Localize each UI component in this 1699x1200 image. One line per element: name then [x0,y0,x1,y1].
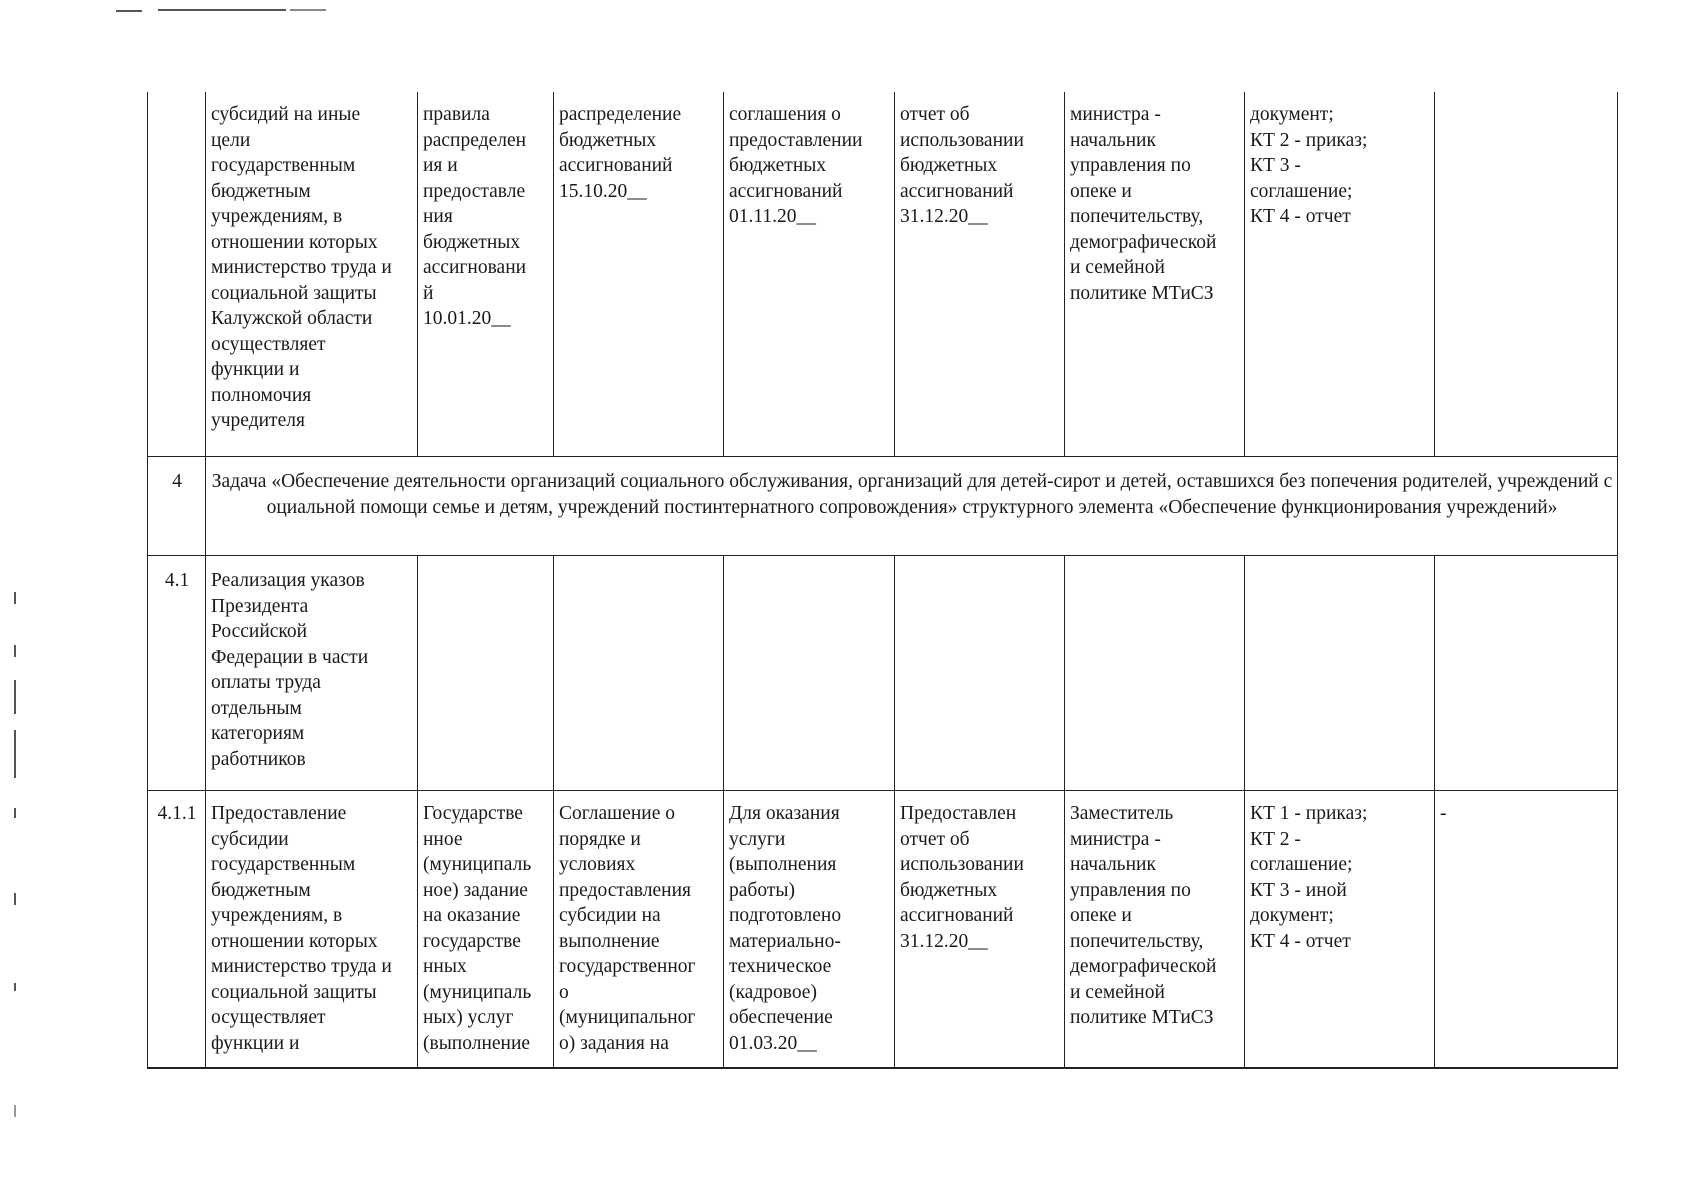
table-row-task [148,457,1618,556]
cell-control-point-2: Соглашение о порядке и условиях предоставления субсидии на выполнение государственног о (муниципальног о) задания на [554,791,724,1069]
cell-control-point-1: правила распределен ия и предоставле ния бюджетных ассигновани й 10.01.20__ [418,92,554,457]
cell-document-type: документ; КТ 2 - приказ; КТ 3 - соглашение; КТ 4 - отчет [1245,92,1435,457]
cell-note: - [1435,791,1618,1069]
cell-note [1435,92,1618,457]
scan-artifact-tick [14,680,16,714]
cell-control-point-2 [554,556,724,791]
cell-note [1435,556,1618,791]
scan-artifact-tick [14,983,16,991]
scan-artifact-line [116,10,142,12]
scan-artifact-tick [14,893,16,905]
cell-number: 4.1 [148,556,206,791]
scan-artifact-tick [14,645,16,657]
cell-number: 4.1.1 [148,791,206,1069]
cell-control-point-4: отчет об использовании бюджетных ассигнований 31.12.20__ [895,92,1065,457]
table-row-continuation [148,92,1618,457]
cell-control-point-3 [724,556,895,791]
cell-number: 4 [148,457,206,556]
scan-artifact-tick [14,730,16,778]
cell-control-point-4 [895,556,1065,791]
cell-document-type [1245,556,1435,791]
cell-number [148,92,206,457]
table-row-4-1-1 [148,791,1618,1069]
cell-task-heading: Задача «Обеспечение деятельности организаций социального обслуживания, организаций для детей-сирот и детей, оставшихся без попечения родителей, учреждений социальной помощи семье и детям, учреждений постинтернатного сопровождения» структурного элемента «Обеспечение функционирования учреждений» [206,457,1618,556]
cell-responsible: министра - начальник управления по опеке и попечительству, демографической и семейной политике МТиСЗ [1065,92,1245,457]
cell-event-name: Предоставление субсидии государственным бюджетным учреждениям, в отношении которых министерство труда и социальной защиты осуществляет функции и [206,791,418,1069]
cell-control-point-3: соглашения о предоставлении бюджетных ассигнований 01.11.20__ [724,92,895,457]
cell-control-point-4: Предоставлен отчет об использовании бюджетных ассигнований 31.12.20__ [895,791,1065,1069]
cell-event-name: субсидий на иные цели государственным бюджетным учреждениям, в отношении которых министерство труда и социальной защиты Калужской области осуществляет функции и полномочия учредителя [206,92,418,457]
control-points-table [147,92,1618,1069]
table-row-4-1 [148,556,1618,791]
cell-control-point-1: Государстве нное (муниципаль ное) задание на оказание государстве нных (муниципаль ных) услуг (выполнение [418,791,554,1069]
scan-artifact-tick [14,1105,16,1117]
scan-artifact-line [158,9,286,11]
cell-control-point-3: Для оказания услуги (выполнения работы) подготовлено материально- техническое (кадровое) обеспечение 01.03.20__ [724,791,895,1069]
cell-event-name: Реализация указов Президента Российской Федерации в части оплаты труда отдельным категориям работников [206,556,418,791]
scan-artifact-tick [14,592,16,604]
scan-artifact-line [290,9,326,11]
cell-responsible [1065,556,1245,791]
scan-artifact-tick [14,808,16,818]
cell-control-point-2: распределение бюджетных ассигнований 15.10.20__ [554,92,724,457]
cell-responsible: Заместитель министра - начальник управления по опеке и попечительству, демографической и семейной политике МТиСЗ [1065,791,1245,1069]
cell-control-point-1 [418,556,554,791]
cell-document-type: КТ 1 - приказ; КТ 2 - соглашение; КТ 3 - иной документ; КТ 4 - отчет [1245,791,1435,1069]
